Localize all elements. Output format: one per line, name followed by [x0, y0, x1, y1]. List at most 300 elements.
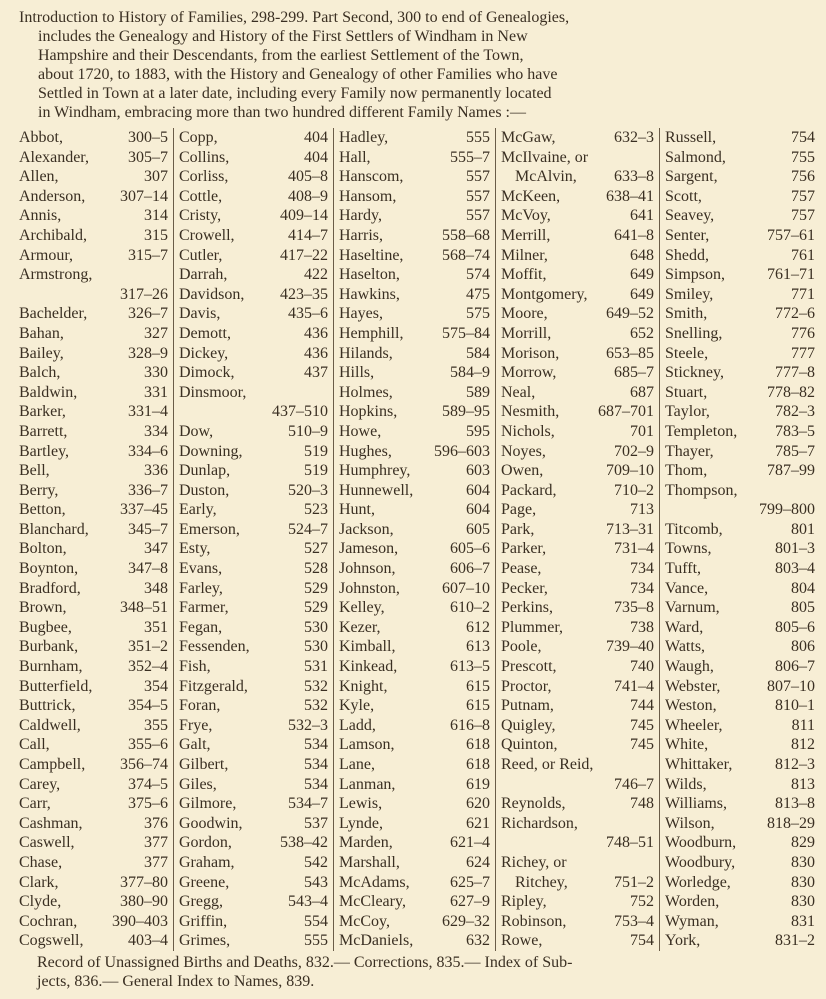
family-name: Parker, — [501, 540, 547, 558]
index-entry — [665, 716, 815, 736]
index-entry — [179, 853, 328, 873]
page-range: 355–6 — [128, 736, 168, 754]
index-entry — [179, 814, 328, 834]
family-name: Hughes, — [339, 442, 392, 460]
family-name: Gilbert, — [179, 756, 229, 773]
family-name: McGaw, — [501, 129, 556, 146]
index-entry — [501, 539, 654, 559]
index-entry — [19, 226, 168, 246]
index-entry — [665, 892, 815, 912]
family-name: Stuart, — [665, 383, 708, 401]
index-entry — [501, 892, 654, 912]
index-entry — [339, 637, 490, 657]
page-range: 783–5 — [775, 422, 815, 440]
family-name: Goodwin, — [179, 814, 243, 832]
index-entry — [501, 931, 654, 951]
family-name: Clark, — [19, 873, 59, 891]
page-range: 607–10 — [442, 579, 490, 597]
index-entry — [665, 422, 815, 442]
index-entry — [665, 598, 815, 618]
family-name: Perkins, — [501, 599, 553, 617]
page-range: 613–5 — [450, 658, 490, 676]
family-name: Wheeler, — [665, 716, 723, 734]
index-entry — [665, 500, 815, 520]
index-entry — [665, 637, 815, 657]
family-name: Hunt, — [339, 501, 375, 519]
page-range: 595 — [466, 422, 490, 440]
family-name: Montgomery, — [501, 285, 588, 303]
page-range: 524–7 — [288, 520, 328, 538]
family-name: Collins, — [179, 148, 230, 166]
page-range: 830 — [791, 893, 815, 911]
index-entry — [179, 931, 328, 951]
family-name: Haselton, — [339, 266, 400, 284]
index-entry — [179, 500, 328, 520]
page-range: 354 — [144, 677, 168, 695]
page-range: 589–95 — [442, 403, 490, 421]
family-name: Prescott, — [501, 658, 557, 676]
family-name: Early, — [179, 501, 217, 519]
index-entry — [665, 755, 815, 775]
family-name: Dunlap, — [179, 462, 231, 480]
family-name: Jameson, — [339, 540, 399, 558]
family-name: Clyde, — [19, 893, 62, 911]
page-range: 805–6 — [775, 618, 815, 636]
index-entry — [501, 148, 654, 168]
index-entry — [179, 794, 328, 814]
page-range: 734 — [630, 579, 654, 597]
page-range: 334–6 — [128, 442, 168, 460]
page-range: 653–85 — [606, 344, 654, 362]
index-entry — [665, 167, 815, 187]
family-name: Moore, — [501, 305, 548, 323]
page-range: 436 — [304, 324, 328, 342]
family-name: Esty, — [179, 540, 211, 558]
family-name: Hayes, — [339, 305, 383, 323]
family-name: Titcomb, — [665, 520, 723, 538]
index-entry — [19, 442, 168, 462]
family-name: Owen, — [501, 462, 544, 480]
page-range: 772–6 — [775, 305, 815, 323]
index-entry — [19, 520, 168, 540]
page-range: 315–7 — [128, 246, 168, 264]
page-range: 777–8 — [775, 364, 815, 382]
family-name: Park, — [501, 520, 535, 538]
index-entry — [665, 128, 815, 148]
page-range: 605 — [466, 520, 490, 538]
page-range: 685–7 — [614, 364, 654, 382]
family-name: Demott, — [179, 324, 231, 342]
family-name: Annis, — [19, 207, 62, 225]
family-name: Scott, — [665, 187, 702, 205]
family-name: Worledge, — [665, 873, 731, 891]
family-name: Ripley, — [501, 893, 547, 911]
family-name: Cutler, — [179, 246, 223, 264]
page-range: 568–74 — [442, 246, 490, 264]
index-entry — [665, 696, 815, 716]
family-name: Wyman, — [665, 912, 719, 930]
index-entry — [501, 265, 654, 285]
index-entry — [179, 716, 328, 736]
page-range: 811 — [791, 716, 815, 734]
page-range: 575 — [466, 305, 490, 323]
index-entry — [501, 696, 654, 716]
family-name: Wilds, — [665, 775, 707, 793]
family-name: Johnston, — [339, 579, 400, 597]
index-entry — [501, 344, 654, 364]
index-entry — [19, 167, 168, 187]
index-entry — [665, 461, 815, 481]
family-name: McAdams, — [339, 873, 410, 891]
index-entry — [19, 716, 168, 736]
page-range: 687 — [630, 383, 654, 401]
family-name: Hansom, — [339, 187, 397, 205]
family-name: Fessenden, — [179, 638, 250, 656]
index-entry — [179, 520, 328, 540]
page-range: 436 — [304, 344, 328, 362]
family-name: Lanman, — [339, 775, 396, 793]
page-range: 632–3 — [614, 129, 654, 146]
page-range: 620 — [466, 795, 490, 813]
index-entry — [665, 794, 815, 814]
family-name: Downing, — [179, 442, 243, 460]
page-range: 376 — [144, 814, 168, 832]
page-range: 738 — [630, 618, 654, 636]
index-entry — [339, 461, 490, 481]
page-range: 403–4 — [128, 932, 168, 950]
page-range: 632 — [466, 932, 490, 950]
family-name: Armour, — [19, 246, 74, 264]
index-entry — [501, 167, 654, 187]
index-entry — [339, 324, 490, 344]
page-range: 613 — [466, 638, 490, 656]
family-name: Dinsmoor, — [179, 383, 247, 401]
page-range: 519 — [304, 462, 328, 480]
family-name: Caswell, — [19, 834, 75, 852]
page-range: 807–10 — [767, 677, 815, 695]
index-entry — [19, 794, 168, 814]
index-entry — [339, 677, 490, 697]
page-range: 787–99 — [767, 462, 815, 480]
family-name: Waugh, — [665, 658, 714, 676]
family-name: Barker, — [19, 403, 66, 421]
index-entry — [339, 285, 490, 305]
index-entry — [19, 481, 168, 501]
page-range: 475 — [466, 285, 490, 303]
family-name: Wilson, — [665, 814, 715, 832]
page-range: 380–90 — [120, 893, 168, 911]
index-entry — [501, 304, 654, 324]
page-range: 537 — [304, 814, 328, 832]
page-range: 347–8 — [128, 560, 168, 578]
family-name: Cristy, — [179, 207, 222, 225]
family-name: Ward, — [665, 618, 704, 636]
index-entry — [501, 246, 654, 266]
family-name: Putnam, — [501, 697, 554, 715]
page-range: 435–6 — [288, 305, 328, 323]
index-entry — [501, 206, 654, 226]
index-entry — [501, 481, 654, 501]
index-column — [14, 128, 174, 951]
family-name: Hawkins, — [339, 285, 400, 303]
page-range: 557 — [466, 207, 490, 225]
index-entry — [179, 226, 328, 246]
family-name: Balch, — [19, 364, 61, 382]
page-range: 801–3 — [775, 540, 815, 558]
page-range: 348–51 — [120, 599, 168, 617]
index-entry — [339, 402, 490, 422]
page-range: 776 — [791, 324, 815, 342]
page-range: 752 — [630, 893, 654, 911]
page-range: 529 — [304, 579, 328, 597]
index-entry — [501, 657, 654, 677]
page-range: 649–52 — [606, 305, 654, 323]
index-entry — [179, 618, 328, 638]
index-entry — [179, 461, 328, 481]
index-entry — [339, 520, 490, 540]
family-name: Stickney, — [665, 364, 724, 382]
page-range: 745 — [630, 716, 654, 734]
family-name: McIlvaine, or — [501, 148, 589, 166]
page-range: 618 — [466, 736, 490, 754]
page-range: 347 — [144, 540, 168, 558]
page-range: 785–7 — [775, 442, 815, 460]
index-entry — [665, 402, 815, 422]
family-name: Gordon, — [179, 834, 232, 852]
index-entry — [179, 128, 328, 148]
index-entry — [179, 187, 328, 207]
index-entry — [19, 422, 168, 442]
index-entry — [665, 363, 815, 383]
page-range: 596–603 — [434, 442, 490, 460]
index-entry — [501, 598, 654, 618]
index-entry — [339, 559, 490, 579]
index-entry — [339, 755, 490, 775]
family-name: Kimball, — [339, 638, 396, 656]
page-range: 603 — [466, 462, 490, 480]
page-range: 813–8 — [775, 795, 815, 813]
page-range: 745 — [630, 736, 654, 754]
page-range: 830 — [791, 853, 815, 871]
index-entry — [665, 873, 815, 893]
page-range: 422 — [304, 266, 328, 284]
index-entry — [179, 735, 328, 755]
page-range: 806 — [791, 638, 815, 656]
page-range: 748–51 — [606, 834, 654, 852]
family-name: Harris, — [339, 226, 383, 244]
page-range: 538–42 — [280, 834, 328, 852]
index-entry — [19, 892, 168, 912]
index-entry — [501, 383, 654, 403]
index-entry — [501, 559, 654, 579]
page-range: 534 — [304, 775, 328, 793]
family-name: Boynton, — [19, 560, 79, 578]
page-range: 554 — [304, 912, 328, 930]
family-names-index — [14, 128, 820, 951]
page-range: 317–26 — [120, 285, 168, 303]
index-entry — [179, 833, 328, 853]
page-range: 757–61 — [767, 226, 815, 244]
index-entry — [339, 344, 490, 364]
index-entry — [339, 304, 490, 324]
family-name: Corliss, — [179, 168, 229, 186]
family-name: York, — [665, 932, 701, 950]
index-entry — [19, 873, 168, 893]
index-entry — [19, 187, 168, 207]
page-range: 328–9 — [128, 344, 168, 362]
family-name: Kinkead, — [339, 658, 398, 676]
page-range: 374–5 — [128, 775, 168, 793]
family-name: Lewis, — [339, 795, 383, 813]
page-range: 771 — [791, 285, 815, 303]
index-entry — [501, 794, 654, 814]
index-entry — [179, 285, 328, 305]
page-range: 530 — [304, 638, 328, 656]
page-range: 687–701 — [598, 403, 654, 421]
index-entry — [501, 402, 654, 422]
index-entry — [339, 912, 490, 932]
family-name: Cochran, — [19, 912, 78, 930]
family-name: Howe, — [339, 422, 382, 440]
family-name: Burbank, — [19, 638, 79, 656]
index-entry — [665, 265, 815, 285]
index-entry — [19, 853, 168, 873]
index-entry — [19, 265, 168, 285]
family-name: Darrah, — [179, 266, 228, 284]
family-name: Quinton, — [501, 736, 558, 754]
intro-line: about 1720, to 1883, with the History and Genealogy of other Families who have — [38, 66, 558, 83]
index-entry — [501, 422, 654, 442]
page-range: 818–29 — [767, 814, 815, 832]
index-entry — [501, 912, 654, 932]
index-entry — [339, 618, 490, 638]
index-entry — [501, 637, 654, 657]
page-range: 574 — [466, 266, 490, 284]
family-name: Sargent, — [665, 168, 718, 186]
index-entry — [339, 696, 490, 716]
family-name: Milner, — [501, 246, 548, 264]
family-name: Kezer, — [339, 618, 381, 636]
family-name: Marden, — [339, 834, 393, 852]
index-entry — [179, 442, 328, 462]
family-name: Allen, — [19, 168, 59, 186]
family-name: Fitzgerald, — [179, 677, 248, 695]
index-entry — [339, 853, 490, 873]
family-name: Shedd, — [665, 246, 709, 264]
family-name: Morrow, — [501, 364, 557, 382]
page-range: 804 — [791, 579, 815, 597]
page-range: 709–10 — [606, 462, 654, 480]
index-entry — [339, 422, 490, 442]
page-range: 810–1 — [775, 697, 815, 715]
index-entry — [179, 304, 328, 324]
family-name: Barrett, — [19, 422, 68, 440]
page-range: 799–800 — [759, 501, 815, 519]
family-name: Snelling, — [665, 324, 723, 342]
page-range: 830 — [791, 873, 815, 891]
page-range: 327 — [144, 324, 168, 342]
family-name: Alexander, — [19, 148, 89, 166]
page-range: 616–8 — [450, 716, 490, 734]
index-entry — [665, 148, 815, 168]
family-name: Holmes, — [339, 383, 393, 401]
page-range: 534 — [304, 756, 328, 773]
family-name: Butterfield, — [19, 677, 93, 695]
index-entry — [19, 128, 168, 148]
page-range: 331–4 — [128, 403, 168, 421]
intro-line: Introduction to History of Families, 298-299. Part Second, 300 to end of Genealogies, — [19, 9, 570, 26]
index-entry — [501, 735, 654, 755]
page-range: 606–7 — [450, 560, 490, 578]
family-name: Cottle, — [179, 187, 223, 205]
family-name: Galt, — [179, 736, 211, 754]
index-entry — [501, 716, 654, 736]
page-range: 619 — [466, 775, 490, 793]
page-range: 355 — [144, 716, 168, 734]
index-entry — [501, 500, 654, 520]
family-name: Ladd, — [339, 716, 376, 734]
index-entry — [19, 324, 168, 344]
family-name: Smiley, — [665, 285, 714, 303]
index-entry — [179, 637, 328, 657]
page-range: 739–40 — [606, 638, 654, 656]
index-entry — [501, 775, 654, 795]
page-range: 710–2 — [614, 481, 654, 499]
page-range: 527 — [304, 540, 328, 558]
family-name: Watts, — [665, 638, 706, 656]
family-name: Chase, — [19, 853, 63, 871]
index-entry — [19, 814, 168, 834]
index-entry — [179, 344, 328, 364]
index-entry — [665, 226, 815, 246]
family-name: Johnson, — [339, 560, 396, 578]
page-range: 534 — [304, 736, 328, 754]
family-name: McDaniels, — [339, 932, 414, 950]
page-range: 307 — [144, 168, 168, 186]
family-name: Betton, — [19, 501, 66, 519]
footer-line: Record of Unassigned Births and Deaths, 832.— Corrections, 835.— Index of Sub- — [37, 953, 573, 971]
index-entry — [501, 461, 654, 481]
index-entry — [665, 383, 815, 403]
family-name: Webster, — [665, 677, 721, 695]
index-entry — [19, 246, 168, 266]
index-entry — [339, 246, 490, 266]
index-entry — [665, 539, 815, 559]
page-range: 701 — [630, 422, 654, 440]
family-name: Smith, — [665, 305, 708, 323]
index-column — [496, 128, 660, 951]
page-range: 520–3 — [288, 481, 328, 499]
family-name: Salmond, — [665, 148, 726, 166]
page-range: 831 — [791, 912, 815, 930]
family-name: Nesmith, — [501, 403, 560, 421]
page-range: 531 — [304, 658, 328, 676]
family-name: Bartley, — [19, 442, 70, 460]
index-entry — [179, 579, 328, 599]
index-entry — [179, 383, 328, 403]
family-name: Quigley, — [501, 716, 556, 734]
index-entry — [665, 677, 815, 697]
page-range: 575–84 — [442, 324, 490, 342]
index-entry — [19, 833, 168, 853]
family-name: McVoy, — [501, 207, 551, 225]
page-range: 625–7 — [450, 873, 490, 891]
index-entry — [339, 833, 490, 853]
family-name: Griffin, — [179, 912, 228, 930]
page-range: 417–22 — [280, 246, 328, 264]
page-range: 731–4 — [614, 540, 654, 558]
family-name: Hall, — [339, 148, 371, 166]
